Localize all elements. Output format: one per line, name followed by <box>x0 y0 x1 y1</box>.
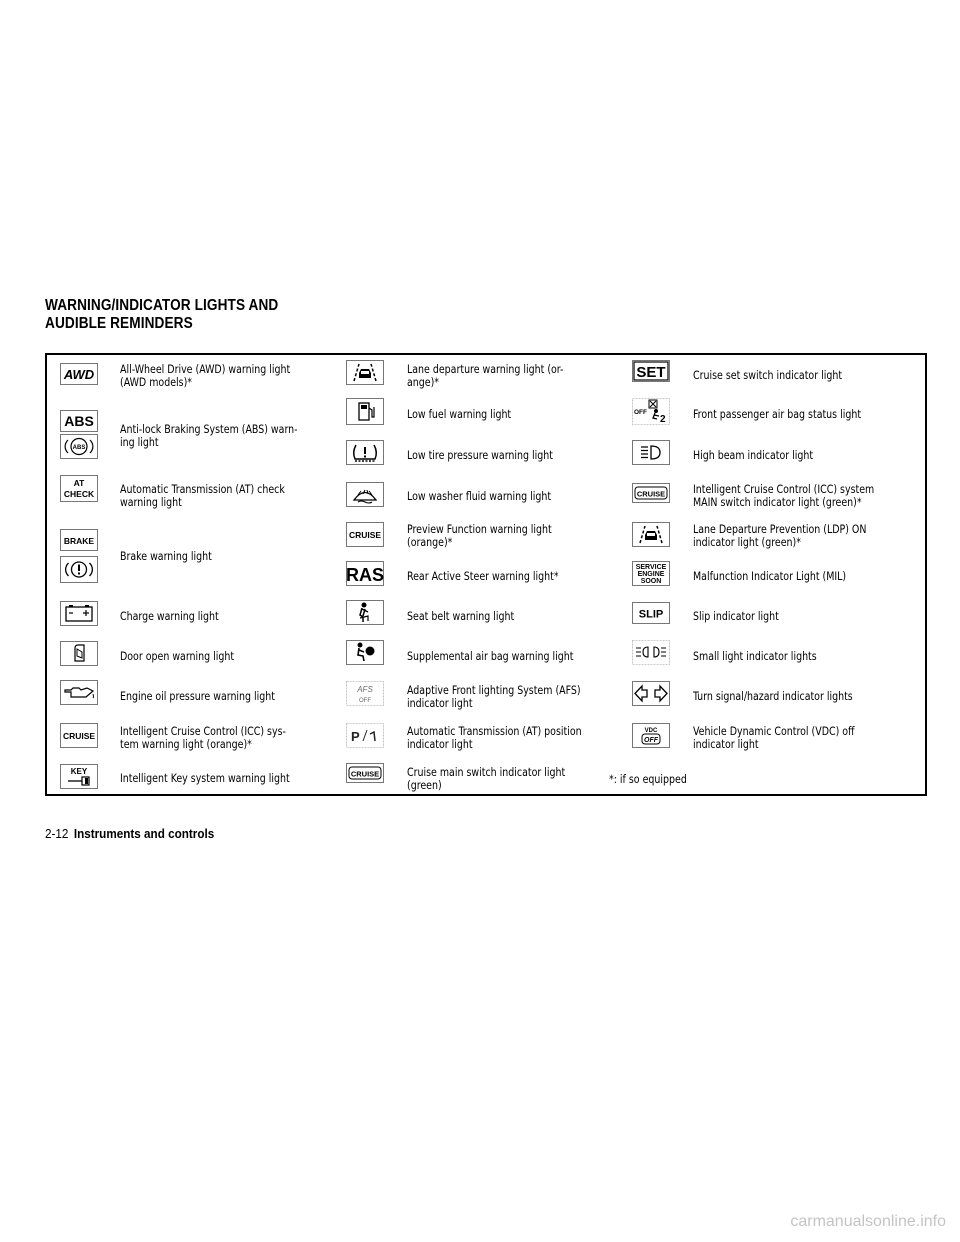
cruise-icon-text: CRUISE <box>62 731 96 741</box>
ldp-icon <box>632 522 670 547</box>
page-footer <box>45 826 214 841</box>
set-icon <box>632 360 670 382</box>
brake-icon-text: BRAKE <box>63 536 95 546</box>
oil-can-icon <box>60 680 98 705</box>
col1-label: Anti-lock Braking System (ABS) warn- ing light <box>120 423 298 449</box>
ses-text-2: ENGINE <box>637 571 665 578</box>
lane-departure-icon <box>346 360 384 385</box>
col2-label: Lane departure warning light (or- ange)* <box>407 363 564 389</box>
airbag-icon <box>346 640 384 665</box>
washer-fluid-icon <box>346 482 384 507</box>
key-icon-text: KEY <box>70 767 88 776</box>
col1-label: Door open warning light <box>120 650 235 663</box>
cruise-main-text: CRUISE <box>636 489 666 499</box>
vdc-icon-text: VDC <box>644 728 658 734</box>
section-title-line-1: WARNING/INDICATOR LIGHTS AND <box>45 297 279 314</box>
col1-label: Engine oil pressure warning light <box>120 690 276 703</box>
vdc-off-text: OFF <box>644 737 658 744</box>
turn-signal-icon <box>632 681 670 706</box>
col2-label: Supplemental air bag warning light <box>407 650 574 663</box>
col2-label: Rear Active Steer warning light* <box>407 570 559 583</box>
set-icon-text: SET <box>636 364 666 381</box>
col1-label: Intelligent Key system warning light <box>120 772 290 785</box>
col2-label: Automatic Transmission (AT) position indicator light <box>407 725 582 751</box>
col2-label: Low fuel warning light <box>407 408 512 421</box>
high-beam-icon <box>632 440 670 465</box>
section-title-line-2: AUDIBLE REMINDERS <box>45 315 193 332</box>
small-light-icon <box>632 640 670 665</box>
passenger-airbag-off-icon <box>632 398 670 425</box>
col3-label: Front passenger air bag status light <box>693 408 862 421</box>
cruise-icon-text: CRUISE <box>348 530 382 540</box>
afs-off-text: OFF <box>359 698 371 704</box>
cruise-main-text: CRUISE <box>350 769 380 779</box>
abs-icon <box>60 410 98 432</box>
col3-label: High beam indicator light <box>693 449 814 462</box>
col1-label: Brake warning light <box>120 550 212 563</box>
abs-icon-text: ABS <box>64 413 94 429</box>
col3-label: Cruise set switch indicator light <box>693 369 843 382</box>
col3-label: Intelligent Cruise Control (ICC) system MAIN switch indicator light (green)* <box>693 483 875 509</box>
col2-label: Low washer fluid warning light <box>407 490 552 503</box>
at-check-icon <box>60 475 98 502</box>
door-open-icon <box>60 641 98 666</box>
at-position-text: P <box>351 729 360 744</box>
fuel-pump-icon <box>346 398 384 425</box>
section-title <box>45 297 397 333</box>
at-check-text-2: CHECK <box>63 489 95 499</box>
slip-icon-text: SLIP <box>638 608 664 621</box>
service-engine-soon-icon <box>632 561 670 586</box>
abs-circle-icon <box>60 434 98 459</box>
vdc-off-icon <box>632 723 670 748</box>
chapter-title: Instruments and controls <box>73 826 215 841</box>
cruise-main-icon <box>632 483 670 503</box>
at-position-icon <box>346 723 384 748</box>
col3-label: Malfunction Indicator Light (MIL) <box>693 570 847 583</box>
awd-icon-text: AWD <box>63 367 95 382</box>
ras-icon <box>346 561 384 586</box>
slip-icon <box>632 602 670 624</box>
col2-label: Seat belt warning light <box>407 610 515 623</box>
cruise-main-icon <box>346 763 384 783</box>
ras-icon-text: RAS <box>346 565 384 585</box>
brake-icon <box>60 529 98 551</box>
watermark: carmanualsonline.info <box>790 1213 946 1230</box>
page-number: 2-12 <box>45 826 69 841</box>
col2-label: Adaptive Front lighting System (AFS) indicator light <box>407 684 581 710</box>
cruise-icon <box>60 723 98 748</box>
afs-off-icon <box>346 681 384 706</box>
col1-label: All-Wheel Drive (AWD) warning light (AWD models)* <box>120 363 291 389</box>
ses-text-1: SERVICE <box>635 564 667 571</box>
seat-number-text: 2 <box>660 414 666 425</box>
indicator-lights-table <box>45 353 927 796</box>
awd-icon <box>60 363 98 385</box>
col3-label: Slip indicator light <box>693 610 779 623</box>
abs-small-text: ABS <box>72 445 86 451</box>
col2-label: Preview Function warning light (orange)* <box>407 523 552 549</box>
col1-label: Charge warning light <box>120 610 219 623</box>
brake-circle-icon <box>60 556 98 583</box>
afs-icon-text: AFS <box>357 685 373 694</box>
key-icon <box>60 764 98 789</box>
col1-label: Intelligent Cruise Control (ICC) sys- tem warning light (orange)* <box>120 725 286 751</box>
col3-label: Lane Departure Prevention (LDP) ON indicator light (green)* <box>693 523 867 549</box>
cruise-icon <box>346 522 384 547</box>
col3-label: Turn signal/hazard indicator lights <box>693 690 853 703</box>
col2-label: Low tire pressure warning light <box>407 449 553 462</box>
col3-label: Vehicle Dynamic Control (VDC) off indicator light <box>693 725 855 751</box>
col3-label: Small light indicator lights <box>693 650 817 663</box>
seat-belt-icon <box>346 600 384 625</box>
col1-label: Automatic Transmission (AT) check warning light <box>120 483 285 509</box>
at-check-text-1: AT <box>73 478 85 488</box>
ses-text-3: SOON <box>640 578 662 585</box>
battery-icon <box>60 601 98 626</box>
col2-label: Cruise main switch indicator light (green) <box>407 766 566 792</box>
tire-pressure-icon <box>346 440 384 465</box>
footnote: *: if so equipped <box>609 773 687 786</box>
off-text: OFF <box>634 409 647 416</box>
